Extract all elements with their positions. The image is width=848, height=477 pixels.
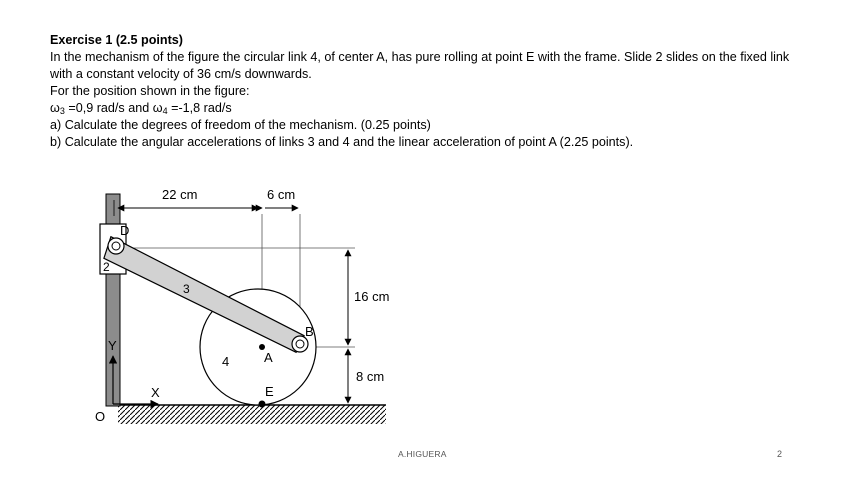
statement-line-2: with a constant velocity of 36 cm/s downwards.: [50, 67, 312, 81]
label-B: B: [305, 324, 314, 339]
point-E: [259, 401, 266, 408]
question-b: b) Calculate the angular accelerations of links 3 and 4 and the linear acceleration of point A (2.25 points).: [50, 135, 634, 149]
label-A: A: [264, 350, 273, 365]
omega3-subscript: 3: [59, 106, 65, 116]
ground-hatching: [118, 405, 386, 424]
dim-22-label: 22 cm: [162, 187, 198, 202]
label-2: 2: [103, 260, 110, 274]
dim-6-label: 6 cm: [267, 187, 296, 202]
page-number: 2: [777, 449, 783, 459]
dim-16-label: 16 cm: [354, 289, 390, 304]
dim-8-label: 8 cm: [356, 369, 385, 384]
statement-line-3: For the position shown in the figure:: [50, 84, 250, 98]
omega4-subscript: 4: [162, 106, 168, 116]
joint-D-inner: [112, 242, 120, 250]
omega4-value: =-1,8 rad/s: [167, 101, 232, 115]
footer-author: A.HIGUERA: [398, 449, 447, 459]
exercise-title: Exercise 1 (2.5 points): [50, 33, 183, 47]
label-D: D: [120, 223, 130, 238]
label-X: X: [151, 385, 160, 400]
label-E: E: [265, 384, 274, 399]
omega3-symbol: ω: [50, 101, 60, 115]
joint-B-inner: [296, 340, 304, 348]
statement-line-1: In the mechanism of the figure the circular link 4, of center A, has pure rolling at point E with the frame. Slide 2 slides on the fixed link: [50, 50, 790, 64]
omega3-value: =0,9 rad/s and: [64, 101, 153, 115]
label-Y: Y: [108, 338, 117, 353]
label-O: O: [95, 409, 106, 424]
label-3: 3: [183, 282, 190, 296]
label-4: 4: [222, 354, 230, 369]
question-a: a) Calculate the degrees of freedom of the mechanism. (0.25 points): [50, 118, 431, 132]
omega4-symbol: ω: [152, 101, 163, 115]
